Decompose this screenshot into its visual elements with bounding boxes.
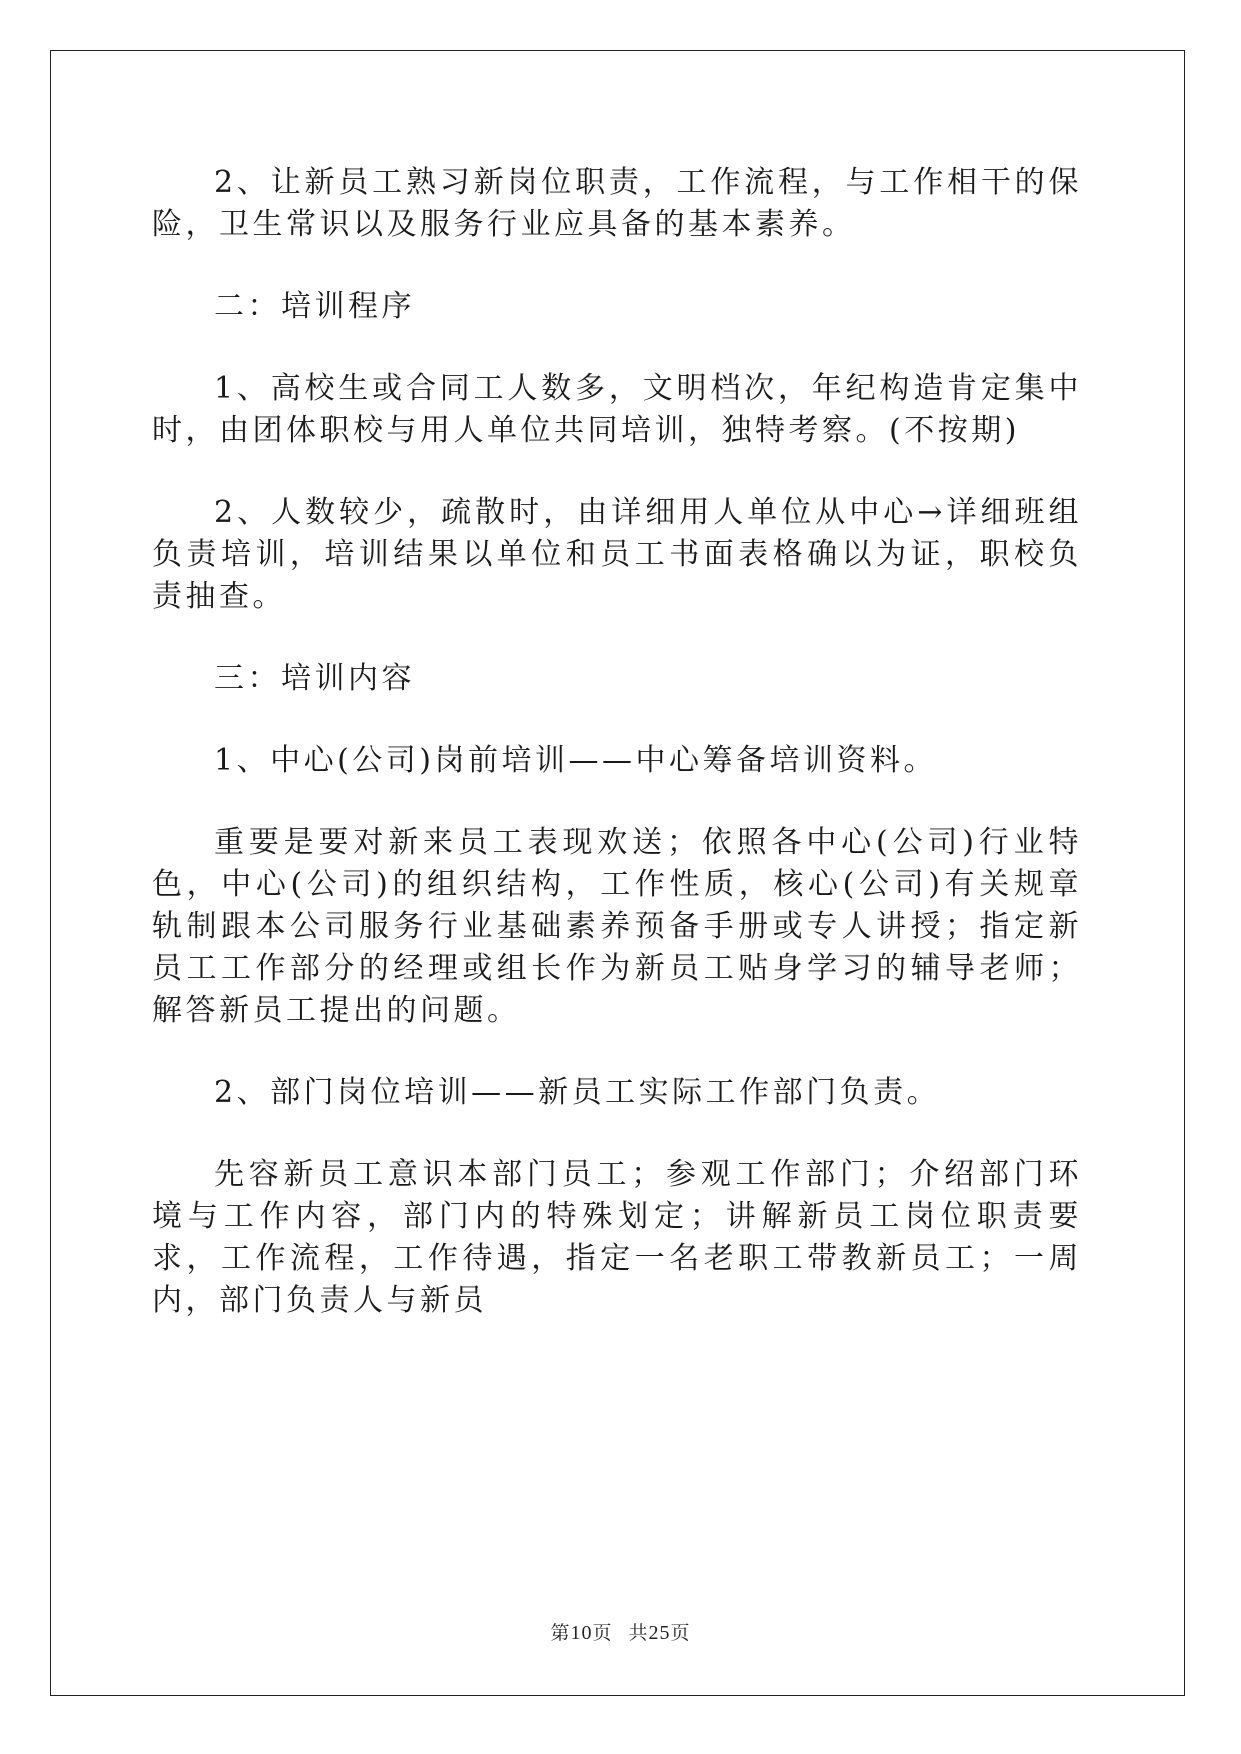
page-unit: 页 [592,1622,613,1644]
paragraph: 2、让新员工熟习新岗位职责，工作流程，与工作相干的保险，卫生常识以及服务行业应具备的基本素养。 [152,165,1082,242]
paragraph: 1、高校生或合同工人数多，文明档次，年纪构造肯定集中时，由团体职校与用人单位共同培训，独特考察。(不按期) [152,371,1082,448]
paragraph: 2、部门岗位培训——新员工实际工作部门负责。 [214,1075,941,1110]
section-heading: 二：培训程序 [214,289,415,324]
page-total: 25 [648,1622,671,1644]
paragraph: 1、中心(公司)岗前培训——中心筹备培训资料。 [214,743,937,778]
section-heading: 三：培训内容 [214,661,415,696]
document-body [152,162,1082,1362]
paragraph: 重要是要对新来员工表现欢送；依照各中心(公司)行业特色，中心(公司)的组织结构，工作性质，核心(公司)有关规章轨制跟本公司服务行业基础素养预备手册或专人讲授；指定新员工工作部分的经理或组长作为新员工贴身学习的辅导老师；解答新员工提出的问题。 [152,825,1082,1028]
paragraph: 先容新员工意识本部门员工；参观工作部门；介绍部门环境与工作内容，部门内的特殊划定；讲解新员工岗位职责要求，工作流程，工作待遇，指定一名老职工带教新员工；一周内，部门负责人与新员 [152,1157,1082,1318]
total-unit: 页 [670,1622,691,1644]
page-prefix: 第 [550,1622,571,1644]
paragraph: 2、人数较少，疏散时，由详细用人单位从中心→详细班组负责培训，培训结果以单位和员工书面表格确以为证，职校负责抽查。 [152,495,1082,614]
page-current: 10 [570,1622,593,1644]
page-footer [0,1618,1241,1645]
total-prefix: 共 [628,1622,649,1644]
